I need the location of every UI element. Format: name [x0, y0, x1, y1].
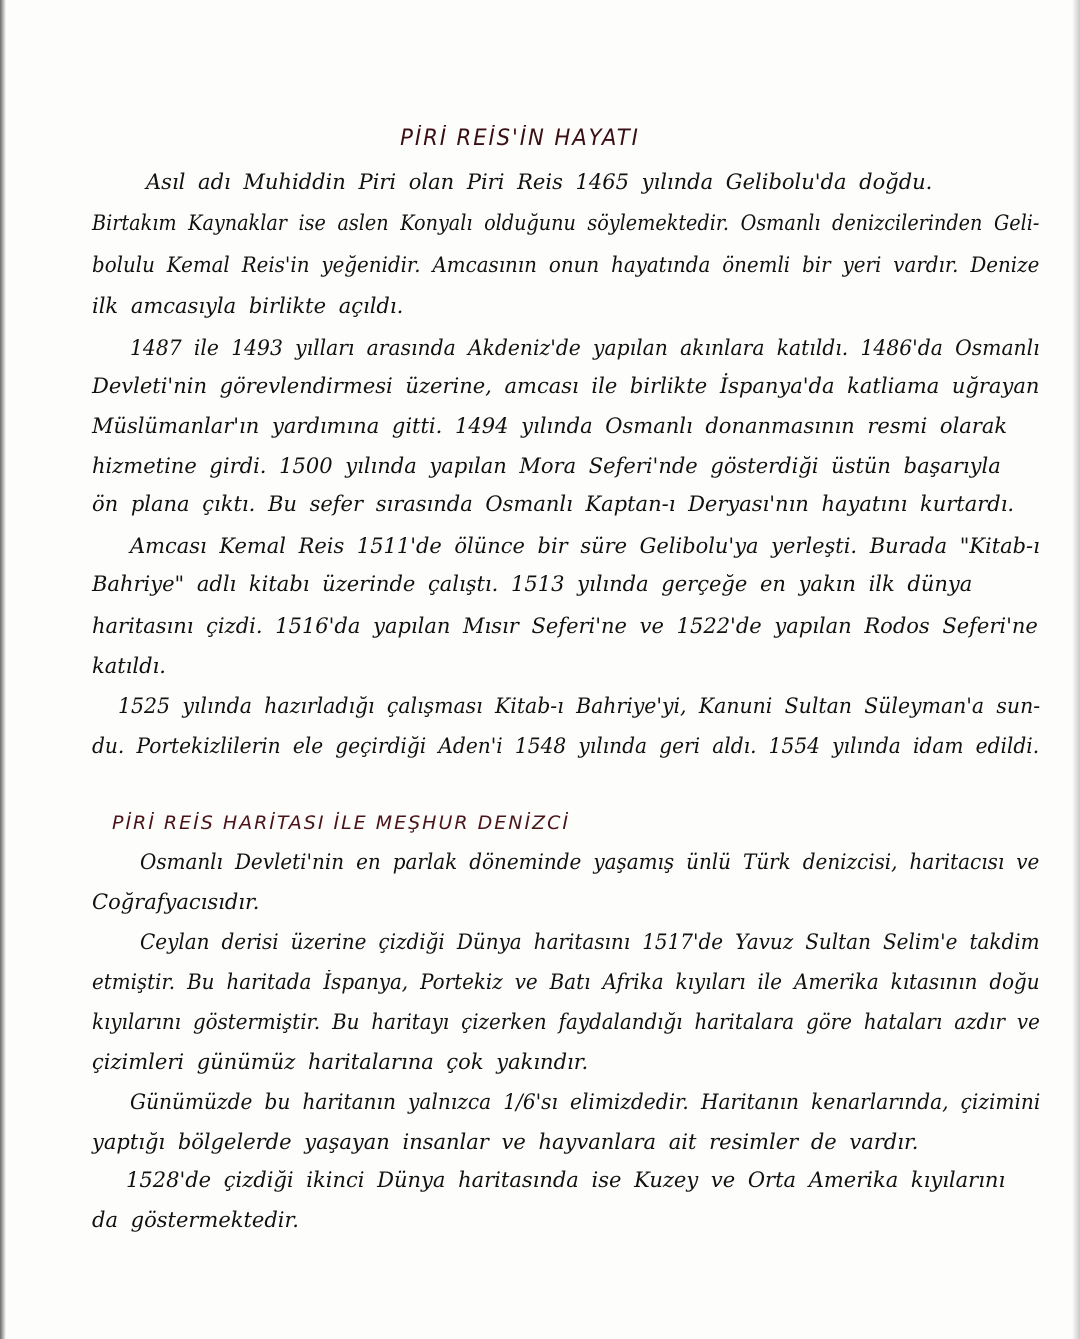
text-line: hizmetine girdi. 1500 yılında yapılan Mora Seferi'nde gösterdiği üstün başarıyla: [92, 454, 1001, 478]
text-line: Osmanlı Devleti'nin en parlak döneminde yaşamış ünlü Türk denizcisi, haritacısı ve: [140, 850, 1040, 874]
text-line: 1528'de çizdiği ikinci Dünya haritasında ise Kuzey ve Orta Amerika kıyılarını: [126, 1168, 1006, 1192]
text-line: Amcası Kemal Reis 1511'de ölünce bir süre Gelibolu'ya yerleşti. Burada "Kitab-ı: [130, 534, 1040, 558]
page-edge-shadow-right: [1072, 0, 1080, 1339]
text-line: katıldı.: [92, 654, 166, 678]
text-line: Ceylan derisi üzerine çizdiği Dünya haritasını 1517'de Yavuz Sultan Selim'e takdim: [140, 930, 1040, 954]
page-title: PİRİ REİS'İN HAYATI: [400, 126, 640, 151]
text-line: du. Portekizlilerin ele geçirdiği Aden'i 1548 yılında geri aldı. 1554 yılında idam edildi.: [92, 734, 1040, 758]
text-line: çizimleri günümüz haritalarına çok yakındır.: [92, 1050, 589, 1074]
text-line: 1487 ile 1493 yılları arasında Akdeniz'de yapılan akınlara katıldı. 1486'da Osmanlı: [130, 336, 1040, 360]
text-line: da göstermektedir.: [92, 1208, 299, 1232]
text-line: kıyılarını göstermiştir. Bu haritayı çizerken faydalandığı haritalara göre hataları azdır ve: [92, 1010, 1040, 1034]
text-line: 1525 yılında hazırladığı çalışması Kitab-ı Bahriye'yi, Kanuni Sultan Süleyman'a sun-: [118, 694, 1041, 718]
text-line: Birtakım Kaynaklar ise aslen Konyalı olduğunu söylemektedir. Osmanlı denizcilerinden Geli-: [92, 211, 1040, 235]
text-line: Bahriye" adlı kitabı üzerinde çalıştı. 1513 yılında gerçeğe en yakın ilk dünya: [92, 572, 973, 596]
text-line: Asıl adı Muhiddin Piri olan Piri Reis 1465 yılında Gelibolu'da doğdu.: [146, 170, 933, 194]
page-edge-shadow-left: [0, 0, 6, 1339]
text-line: bolulu Kemal Reis'in yeğenidir. Amcasının onun hayatında önemli bir yeri vardır. Denize: [92, 253, 1040, 277]
text-line: Devleti'nin görevlendirmesi üzerine, amcası ile birlikte İspanya'da katliama uğrayan: [92, 374, 1040, 398]
section-title: PİRİ REİS HARİTASI İLE MEŞHUR DENİZCİ: [112, 812, 570, 834]
text-line: yaptığı bölgelerde yaşayan insanlar ve hayvanlara ait resimler de vardır.: [92, 1130, 919, 1154]
text-line: ilk amcasıyla birlikte açıldı.: [92, 294, 404, 318]
text-line: Günümüzde bu haritanın yalnızca 1/6'sı elimizdedir. Haritanın kenarlarında, çizimini: [130, 1090, 1041, 1114]
text-line: Coğrafyacısıdır.: [92, 890, 260, 914]
text-line: etmiştir. Bu haritada İspanya, Portekiz ve Batı Afrika kıyıları ile Amerika kıtasının doğu: [92, 970, 1040, 994]
text-line: Müslümanlar'ın yardımına gitti. 1494 yılında Osmanlı donanmasının resmi olarak: [92, 414, 1008, 438]
text-line: ön plana çıktı. Bu sefer sırasında Osmanlı Kaptan-ı Deryası'nın hayatını kurtardı.: [92, 492, 1015, 516]
text-line: haritasını çizdi. 1516'da yapılan Mısır Seferi'ne ve 1522'de yapılan Rodos Seferi'ne: [92, 614, 1038, 638]
